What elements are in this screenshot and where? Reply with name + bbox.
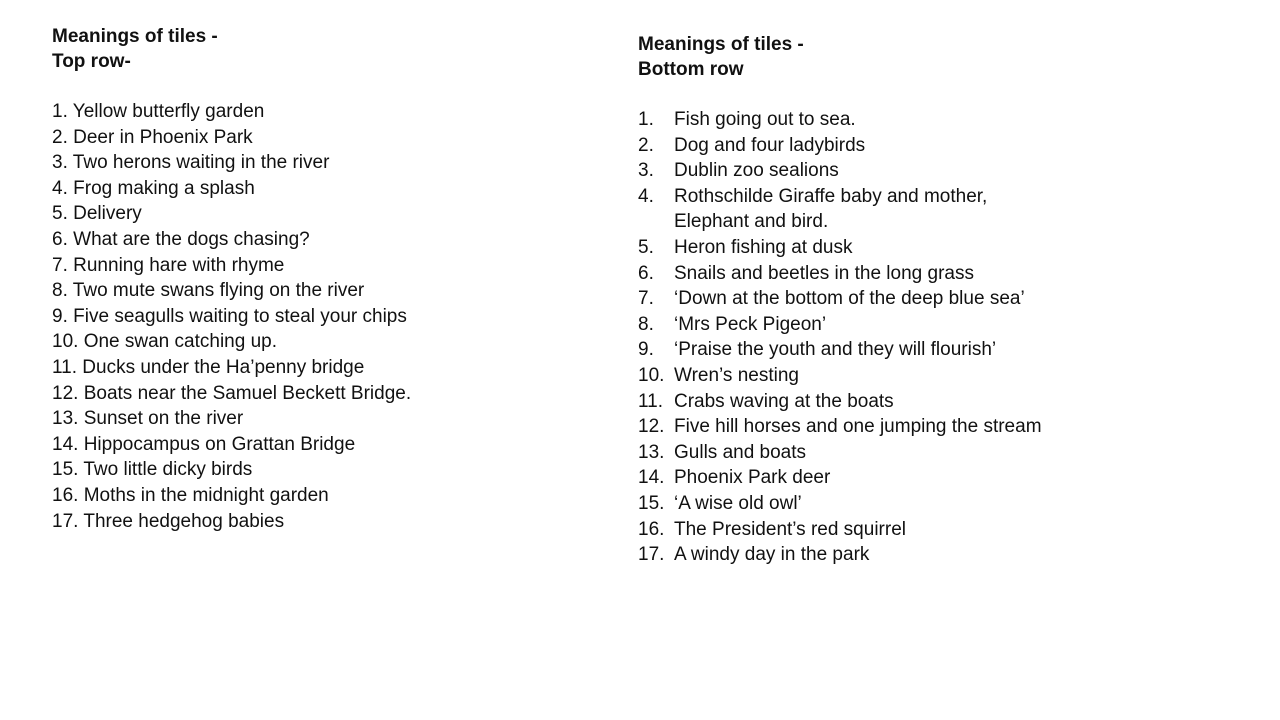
item-text: Two herons waiting in the river: [72, 152, 330, 174]
top-row-heading-line2: Top row-: [52, 51, 131, 72]
item-text: Hippocampus on Grattan Bridge: [83, 433, 356, 455]
item-text-line1: Rothschilde Giraffe baby and mother,: [674, 185, 988, 207]
item-number: 4.: [52, 177, 68, 199]
item-text: Two little dicky birds: [83, 459, 253, 481]
list-item: [638, 389, 1238, 415]
item-number: 1.: [52, 101, 68, 122]
item-text: Sunset on the river: [83, 408, 244, 430]
list-item: [52, 304, 572, 330]
item-text: ‘A wise old owl’: [674, 492, 802, 514]
item-number: 2.: [638, 134, 654, 156]
item-number: 12.: [52, 382, 79, 404]
item-text: A windy day in the park: [674, 544, 870, 566]
item-text: Running hare with rhyme: [73, 254, 285, 276]
item-number: 3.: [638, 160, 654, 182]
item-text: Gulls and boats: [674, 441, 807, 463]
top-row-heading-line1: Meanings of tiles -: [52, 26, 218, 47]
item-number: 7.: [52, 254, 68, 276]
list-item: [52, 99, 572, 125]
item-text: Moths in the midnight garden: [83, 484, 329, 506]
list-item: [638, 517, 1238, 543]
item-text: Fish going out to sea.: [674, 109, 856, 130]
item-number: 16.: [52, 484, 79, 506]
item-number: 6.: [52, 228, 68, 250]
item-number: 10.: [638, 364, 665, 386]
item-text: Three hedgehog babies: [83, 510, 285, 532]
item-text: Yellow butterfly garden: [72, 101, 265, 122]
list-item: [638, 542, 1238, 568]
item-number: 17.: [52, 510, 79, 532]
item-text: Phoenix Park deer: [674, 467, 831, 489]
list-item: [52, 406, 572, 432]
item-number: 14.: [52, 433, 79, 455]
list-item: [638, 312, 1238, 338]
list-item: [638, 363, 1238, 389]
spacer: [638, 82, 1238, 107]
list-item: [52, 176, 572, 202]
item-number: 8.: [52, 280, 68, 302]
item-number: 13.: [52, 408, 79, 430]
item-text: Snails and beetles in the long grass: [674, 262, 974, 284]
item-text: Ducks under the Ha’penny bridge: [82, 356, 365, 378]
item-text: One swan catching up.: [83, 331, 277, 353]
bottom-row-heading-line2: Bottom row: [638, 59, 744, 80]
item-text: Frog making a splash: [73, 177, 255, 199]
list-item: [52, 457, 572, 483]
item-number: 16.: [638, 518, 665, 540]
list-item: [638, 107, 1238, 133]
list-item: [638, 414, 1238, 440]
item-number: 5.: [52, 203, 68, 225]
item-number: 13.: [638, 441, 665, 463]
item-text: Wren’s nesting: [674, 364, 799, 386]
item-text: Dublin zoo sealions: [674, 160, 839, 182]
item-number: 17.: [638, 544, 665, 566]
item-number: 9.: [638, 339, 654, 361]
list-item: [52, 381, 572, 407]
item-number: 12.: [638, 416, 665, 438]
list-item: [52, 432, 572, 458]
item-number: 9.: [52, 305, 68, 327]
list-item: [52, 253, 572, 279]
item-number: 2.: [52, 126, 68, 148]
bottom-row-list: [638, 107, 1238, 568]
top-row-column: [52, 24, 572, 534]
list-item: [638, 491, 1238, 517]
item-text: Two mute swans flying on the river: [72, 280, 365, 302]
item-number: 11.: [638, 390, 664, 412]
item-text: Five seagulls waiting to steal your chips: [73, 305, 407, 327]
item-text: Five hill horses and one jumping the stream: [674, 416, 1042, 438]
list-item: [638, 261, 1238, 287]
item-number: 4.: [638, 185, 654, 207]
spacer: [52, 74, 572, 99]
item-text: ‘Mrs Peck Pigeon’: [674, 313, 827, 335]
item-number: 7.: [638, 288, 654, 310]
list-item: [638, 158, 1238, 184]
list-item: [638, 235, 1238, 261]
list-item: [52, 509, 572, 535]
item-text: Crabs waving at the boats: [674, 390, 894, 412]
list-item: [638, 286, 1238, 312]
list-item: [638, 465, 1238, 491]
list-item: [52, 201, 572, 227]
item-number: 11.: [52, 356, 78, 378]
item-number: 15.: [52, 459, 79, 481]
list-item: [52, 125, 572, 151]
list-item: [638, 184, 1238, 235]
item-number: 14.: [638, 467, 665, 489]
list-item: [638, 337, 1238, 363]
item-text: Dog and four ladybirds: [674, 134, 866, 156]
item-number: 8.: [638, 313, 654, 335]
item-number: 15.: [638, 492, 665, 514]
item-number: 3.: [52, 152, 68, 174]
item-text: ‘Down at the bottom of the deep blue sea’: [674, 288, 1025, 310]
top-row-list: [52, 99, 572, 534]
item-number: 10.: [52, 331, 79, 353]
item-text: Delivery: [73, 203, 142, 225]
list-item: [52, 278, 572, 304]
item-text: What are the dogs chasing?: [73, 228, 310, 250]
list-item: [638, 440, 1238, 466]
list-item: [52, 483, 572, 509]
bottom-row-column: [638, 32, 1238, 568]
list-item: [52, 329, 572, 355]
item-text: ‘Praise the youth and they will flourish’: [674, 339, 997, 361]
list-item: [52, 150, 572, 176]
item-number: 1.: [638, 109, 654, 130]
list-item: [638, 133, 1238, 159]
list-item: [52, 227, 572, 253]
item-number: 5.: [638, 236, 654, 258]
item-text: The President’s red squirrel: [674, 518, 906, 540]
item-text-line2: Elephant and bird.: [674, 211, 829, 233]
list-item: [52, 355, 572, 381]
item-text: Boats near the Samuel Beckett Bridge.: [83, 382, 412, 404]
item-text: Heron fishing at dusk: [674, 236, 853, 258]
item-text: [674, 184, 1238, 235]
bottom-row-heading-line1: Meanings of tiles -: [638, 34, 804, 55]
item-number: 6.: [638, 262, 654, 284]
item-text: Deer in Phoenix Park: [73, 126, 253, 148]
